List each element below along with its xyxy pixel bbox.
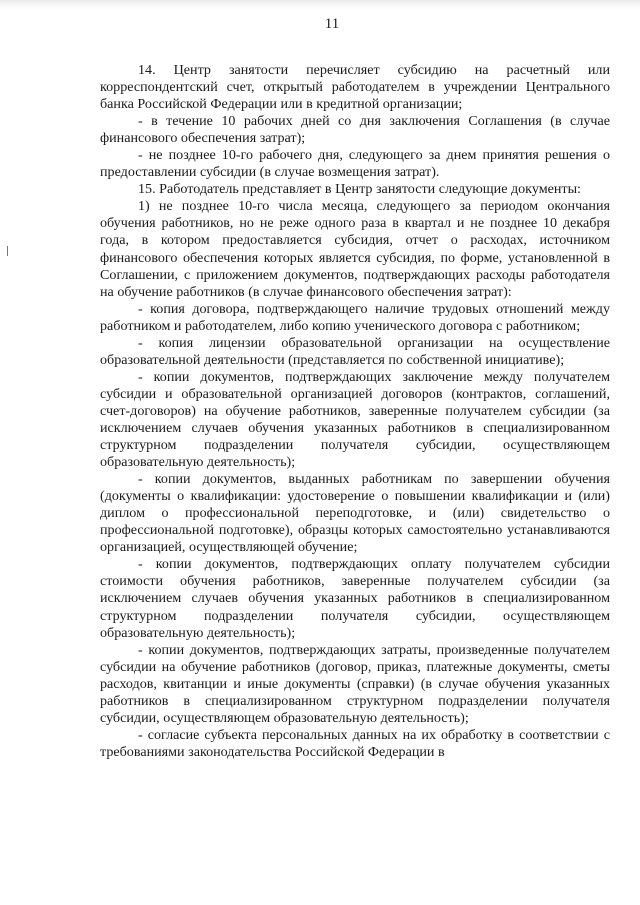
- list-item-payment-documents: - копии документов, подтверждающих оплату получателем субсидии стоимости обучения работников, заверенные получателем субсидии (за исключением случаев обучения указанных работников в специализированном структурном подразделении получателя субсидии, осуществляющем образовательную деятельность);: [100, 556, 610, 641]
- margin-mark: [7, 246, 8, 256]
- paragraph-15-subitem-1: 1) не позднее 10-го числа месяца, следующего за периодом окончания обучения работников, но не реже одного раза в квартал и не позднее 10 декабря года, в котором предоставляется субсидия, отчет о расходах, источником финансового обеспечения которых является субсидия, по форме, установленной в Соглашении, с приложением документов, подтверждающих расходы работодателя на обучение работников (в случае финансового обеспечения затрат):: [100, 198, 610, 300]
- list-item-employment-contract: - копия договора, подтверждающего наличие трудовых отношений между работником и работодателем, либо копию ученического договора с работником;: [100, 300, 610, 334]
- list-item-qualification-documents: - копии документов, выданных работникам по завершении обучения (документы о квалификации: удостоверение о повышении квалификации и (или) диплом о профессиональной переподготовке, и (или) свидетельство о профессиональной подготовке), образцы которых самостоятельно устанавливаются организацией, осуществляющей обучение;: [100, 471, 610, 556]
- list-item-personal-data-consent: - согласие субъекта персональных данных на их обработку в соответствии с требованиями законодательства Российской Федерации в: [100, 726, 610, 760]
- list-item-training-contracts: - копии документов, подтверждающих заключение между получателем субсидии и образовательной организацией договоров (контрактов, соглашений, счет-договоров) на обучение работников, заверенные получателем субсидии (за исключением случаев обучения указанных работников в специализированном структурном подразделении получателя субсидии, осуществляющем образовательную деятельность);: [100, 368, 610, 471]
- paragraph-14-item-1: - в течение 10 рабочих дней со дня заключения Соглашения (в случае финансового обеспечения затрат);: [100, 113, 610, 147]
- list-item-license: - копия лицензии образовательной организации на осуществление образовательной деятельности (представляется по собственной инициативе);: [100, 334, 610, 368]
- document-body: [100, 62, 610, 761]
- paragraph-15: 15. Работодатель представляет в Центр занятости следующие документы:: [138, 181, 581, 198]
- page-number: 11: [324, 16, 340, 32]
- paragraph-14: 14. Центр занятости перечисляет субсидию на расчетный или корреспондентский счет, открытый работодателем в учреждении Центрального банка Российской Федерации или в кредитной организации;: [100, 62, 610, 113]
- scan-edge: [0, 0, 640, 10]
- paragraph-14-item-2: - не позднее 10-го рабочего дня, следующего за днем принятия решения о предоставлении субсидии (в случае возмещения затрат).: [100, 147, 610, 181]
- list-item-expense-documents: - копии документов, подтверждающих затраты, произведенные получателем субсидии на обучение работников (договор, приказ, платежные документы, сметы расходов, квитанции и иные документы (справки) (в случае обучения указанных работников в специализированном структурном подразделении получателя субсидии, осуществляющем образовательную деятельность);: [100, 641, 610, 726]
